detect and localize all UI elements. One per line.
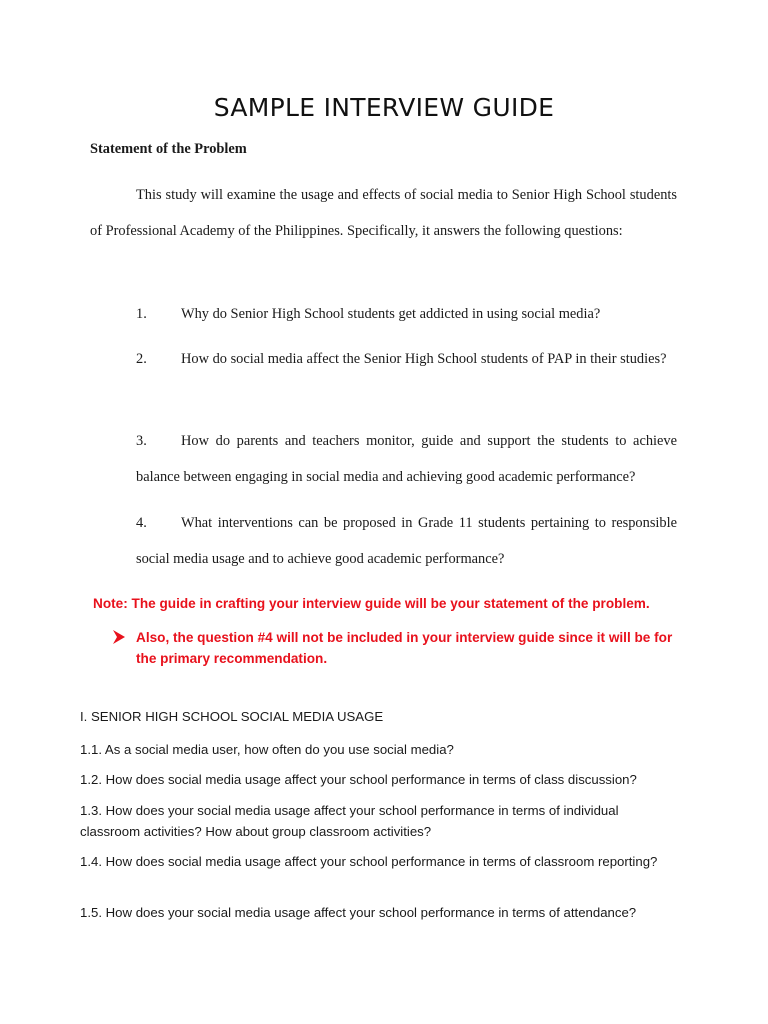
question-3 [136, 423, 677, 495]
question-number: 2. [136, 351, 147, 367]
arrow-bullet-icon [113, 627, 125, 650]
question-number: 1. [136, 306, 147, 322]
guide-item: 1.2. How does social media usage affect your school performance in terms of class discussion? [80, 772, 637, 787]
guide-item: 1.5. How does your social media usage affect your school performance in terms of attendance? [80, 905, 637, 920]
guide-item: 1.1. As a social media user, how often do you use social media? [80, 742, 454, 757]
question-number: 4. [136, 515, 147, 531]
question-text: What interventions can be proposed in Grade 11 students pertaining to responsible social media usage and to achieve good academic performance? [136, 515, 677, 567]
page-title: SAMPLE INTERVIEW GUIDE [213, 93, 555, 122]
question-text: How do parents and teachers monitor, guide and support the students to achieve balance between engaging in social media and achieving good academic performance? [136, 433, 677, 485]
question-4 [136, 505, 677, 577]
intro-paragraph: This study will examine the usage and effects of social media to Senior High School students of Professional Academy of the Philippines. Specifically, it answers the following questions: [90, 187, 677, 239]
section-heading: Statement of the Problem [90, 141, 247, 157]
guide-section-heading: I. SENIOR HIGH SCHOOL SOCIAL MEDIA USAGE [80, 709, 384, 724]
guide-item: 1.4. How does social media usage affect your school performance in terms of classroom reporting? [80, 854, 658, 869]
question-text: Why do Senior High School students get addicted in using social media? [181, 306, 601, 322]
guide-item: 1.3. How does your social media usage affect your school performance in terms of individual classroom activities? How about group classroom activities? [80, 803, 619, 839]
note-text: Note: The guide in crafting your interview guide will be your statement of the problem. [93, 596, 650, 611]
note-bullet-text: Also, the question #4 will not be included in your interview guide since it will be for the primary recommendation. [136, 630, 673, 666]
question-number: 3. [136, 433, 147, 449]
question-2 [136, 341, 677, 377]
note-bullet [113, 627, 673, 669]
question-1 [136, 296, 677, 332]
question-text: How do social media affect the Senior High School students of PAP in their studies? [181, 351, 667, 367]
